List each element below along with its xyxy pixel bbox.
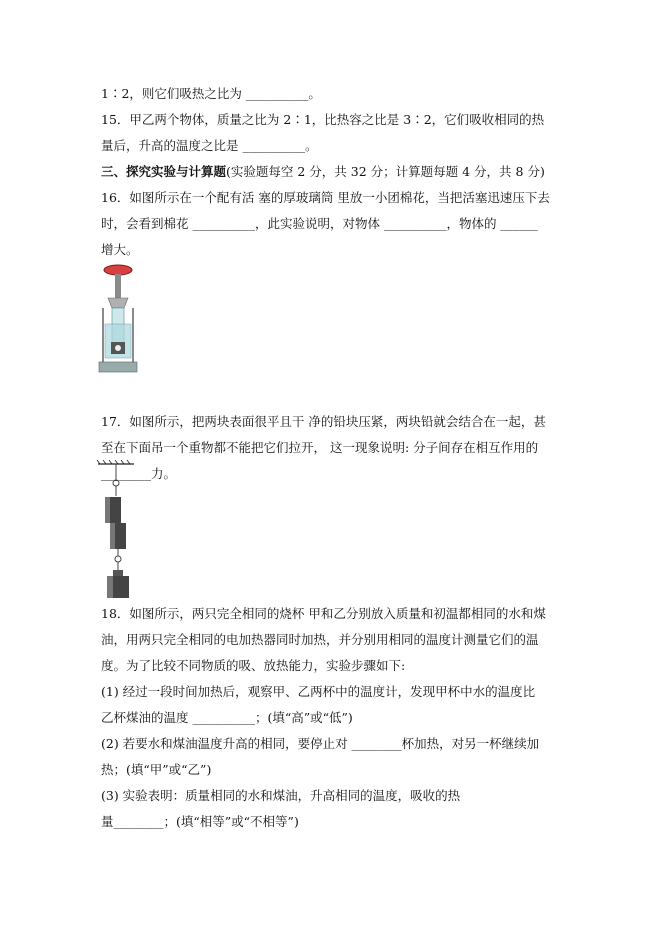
question-18-step-1-line-1: (1) 经过一段时间加热后，观察甲、乙两杯中的温度计，发现甲杯中水的温度比 bbox=[101, 684, 536, 699]
question-18-step-1-line-2: 乙杯煤油的温度 __________；(填“高”或“低”) bbox=[101, 710, 353, 725]
lead-blocks-figure bbox=[96, 460, 136, 600]
question-18-step-3-line-2: 量________；(填“相等”或“不相等”) bbox=[101, 814, 299, 829]
question-16-line-3: 增大。 bbox=[101, 242, 139, 257]
question-15-line-2: 量后，升高的温度之比是 __________。 bbox=[101, 138, 318, 153]
question-16-line-2: 时，会看到棉花 __________，此实验说明，对物体 __________，物体的 ______ bbox=[101, 216, 538, 231]
question-16-line-1: 16．如图所示在一个配有活 塞的厚玻璃筒 里放一小团棉花，当把活塞迅速压下去 bbox=[101, 190, 550, 205]
section-heading-line bbox=[101, 164, 545, 180]
question-18-step-2-line-1: (2) 若要水和煤油温度升高的相同，要停止对 ________杯加热，对另一杯继续加 bbox=[101, 736, 540, 751]
question-15-line-1: 15．甲乙两个物体，质量之比为 2∶1，比热容之比是 3∶2，它们吸收相同的热 bbox=[101, 112, 545, 127]
text-line-1: 1∶2，则它们吸热之比为 __________。 bbox=[101, 86, 321, 101]
glass-tube-piston-figure bbox=[96, 262, 140, 374]
question-17-line-2: 至在下面吊一个重物都不能把它们拉开， 这一现象说明: 分子间存在相互作用的 bbox=[101, 440, 539, 455]
question-18-line-2: 油，用两只完全相同的电加热器同时加热，并分别用相同的温度计测量它们的温 bbox=[101, 632, 539, 647]
section-scoring-note: (实验题每空 2 分，共 32 分；计算题每题 4 分，共 8 分) bbox=[226, 164, 545, 179]
question-17-line-1: 17．如图所示，把两块表面很平且干 净的铅块压紧，两块铅就会结合在一起，甚 bbox=[101, 414, 546, 429]
question-17-line-3: ________力。 bbox=[101, 466, 177, 481]
question-18-step-2-line-2: 热；(填“甲”或“乙”) bbox=[101, 762, 212, 777]
question-18-step-3-line-1: (3) 实验表明：质量相同的水和煤油，升高相同的温度，吸收的热 bbox=[101, 788, 461, 803]
question-18-line-3: 度。为了比较不同物质的吸、放热能力，实验步骤如下: bbox=[101, 658, 406, 673]
question-18-line-1: 18．如图所示，两只完全相同的烧杯 甲和乙分别放入质量和初温都相同的水和煤 bbox=[101, 606, 546, 621]
section-heading: 三、探究实验与计算题 bbox=[101, 164, 227, 179]
